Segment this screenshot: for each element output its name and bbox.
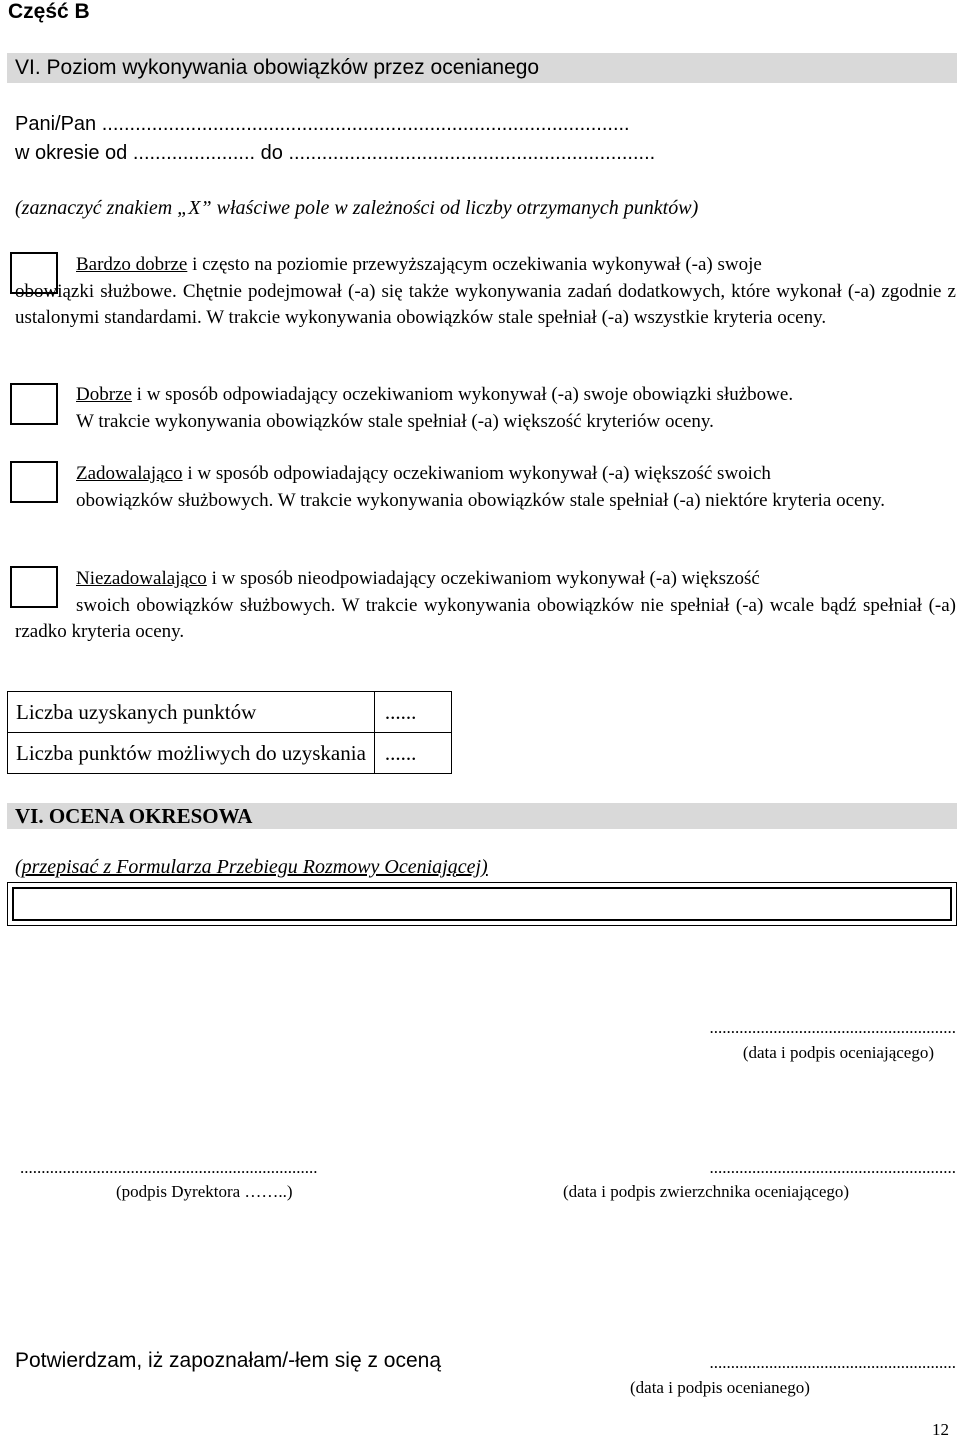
part-heading: Część B xyxy=(8,0,90,23)
option-text-line1: i w sposób odpowiadający oczekiwaniom wykonywał (-a) większość swoich xyxy=(182,463,771,484)
points-label: Liczba punktów możliwych do uzyskania xyxy=(8,733,375,774)
oceniany-signature-line[interactable]: .......................................................... xyxy=(709,1353,956,1372)
option-niezadowalajaco xyxy=(15,566,956,646)
table-row xyxy=(8,692,452,733)
ocena-instruction: (przepisać z Formularza Przebiegu Rozmowy Oceniającej) xyxy=(15,856,488,878)
option-label: Zadowalająco xyxy=(76,463,183,484)
points-value[interactable]: ...... xyxy=(374,692,451,733)
marking-instruction: (zaznaczyć znakiem „X” właściwe pole w zależności od liczby otrzymanych punktów) xyxy=(15,197,699,219)
table-row xyxy=(8,733,452,774)
confirmation-text: Potwierdzam, iż zapoznałam/-łem się z oceną xyxy=(15,1349,442,1372)
option-text-line1: i w sposób odpowiadający oczekiwaniom wykonywał (-a) swoje obowiązki służbowe. xyxy=(131,384,794,405)
option-text-rest: W trakcie wykonywania obowiązków stale spełniał (-a) większość kryteriów oceny. xyxy=(76,410,714,432)
page-number: 12 xyxy=(932,1420,949,1439)
option-text-line1: i w sposób nieodpowiadający oczekiwaniom wykonywał (-a) większość xyxy=(206,568,760,589)
okres-field[interactable]: w okresie od ...................... do .................................................................. xyxy=(15,142,656,164)
option-label: Dobrze xyxy=(76,384,132,405)
points-value[interactable]: ...... xyxy=(374,733,451,774)
zwierzchnik-signature-line[interactable]: .......................................................... xyxy=(709,1158,956,1177)
option-label: Bardzo dobrze xyxy=(76,254,188,275)
pani-pan-field[interactable]: Pani/Pan ............................................................................................... xyxy=(15,113,630,135)
option-text-rest: obowiązków służbowych. W trakcie wykonywania obowiązków stale spełniał (-a) niektóre kryteria oceny. xyxy=(76,489,885,511)
ocena-box xyxy=(7,882,957,926)
section-title: VI. Poziom wykonywania obowiązków przez ocenianego xyxy=(15,56,540,79)
option-dobrze xyxy=(15,382,956,435)
dyrektor-signature-label: (podpis Dyrektora ……..) xyxy=(116,1182,293,1201)
option-bardzo-dobrze xyxy=(15,252,956,332)
points-label: Liczba uzyskanych punktów xyxy=(8,692,375,733)
points-table xyxy=(7,691,452,774)
option-text-rest: obowiązki służbowe. Chętnie podejmował (-a) się także wykonywania zadań dodatkowych, które wykonał (-a) zgodnie z ustalonymi standardami. W trakcie wykonywania obowiązków stale spełniał (-a) wszystkie kryteria oceny. xyxy=(15,280,956,328)
option-text-rest: swoich obowiązków służbowych. W trakcie wykonywania obowiązków nie spełniał (-a) wcale bądź spełniał (-a) rzadko kryteria oceny. xyxy=(15,594,956,642)
ocena-title-bar xyxy=(7,803,957,829)
oceniajacy-signature-label: (data i podpis oceniającego) xyxy=(742,1043,934,1062)
ocena-title: VI. OCENA OKRESOWA xyxy=(15,804,253,828)
dyrektor-signature-line[interactable]: ...................................................................... xyxy=(20,1158,318,1177)
option-zadowalajaco xyxy=(15,461,956,514)
ocena-input[interactable] xyxy=(12,887,952,921)
oceniany-signature-label: (data i podpis ocenianego) xyxy=(630,1378,810,1397)
option-text-line1: i często na poziomie przewyższającym oczekiwania wykonywał (-a) swoje xyxy=(187,254,762,275)
oceniajacy-signature-line[interactable]: .......................................................... xyxy=(709,1018,956,1037)
option-label: Niezadowalająco xyxy=(76,568,207,589)
zwierzchnik-signature-label: (data i podpis zwierzchnika oceniającego) xyxy=(563,1182,850,1201)
section-title-bar xyxy=(7,53,957,83)
